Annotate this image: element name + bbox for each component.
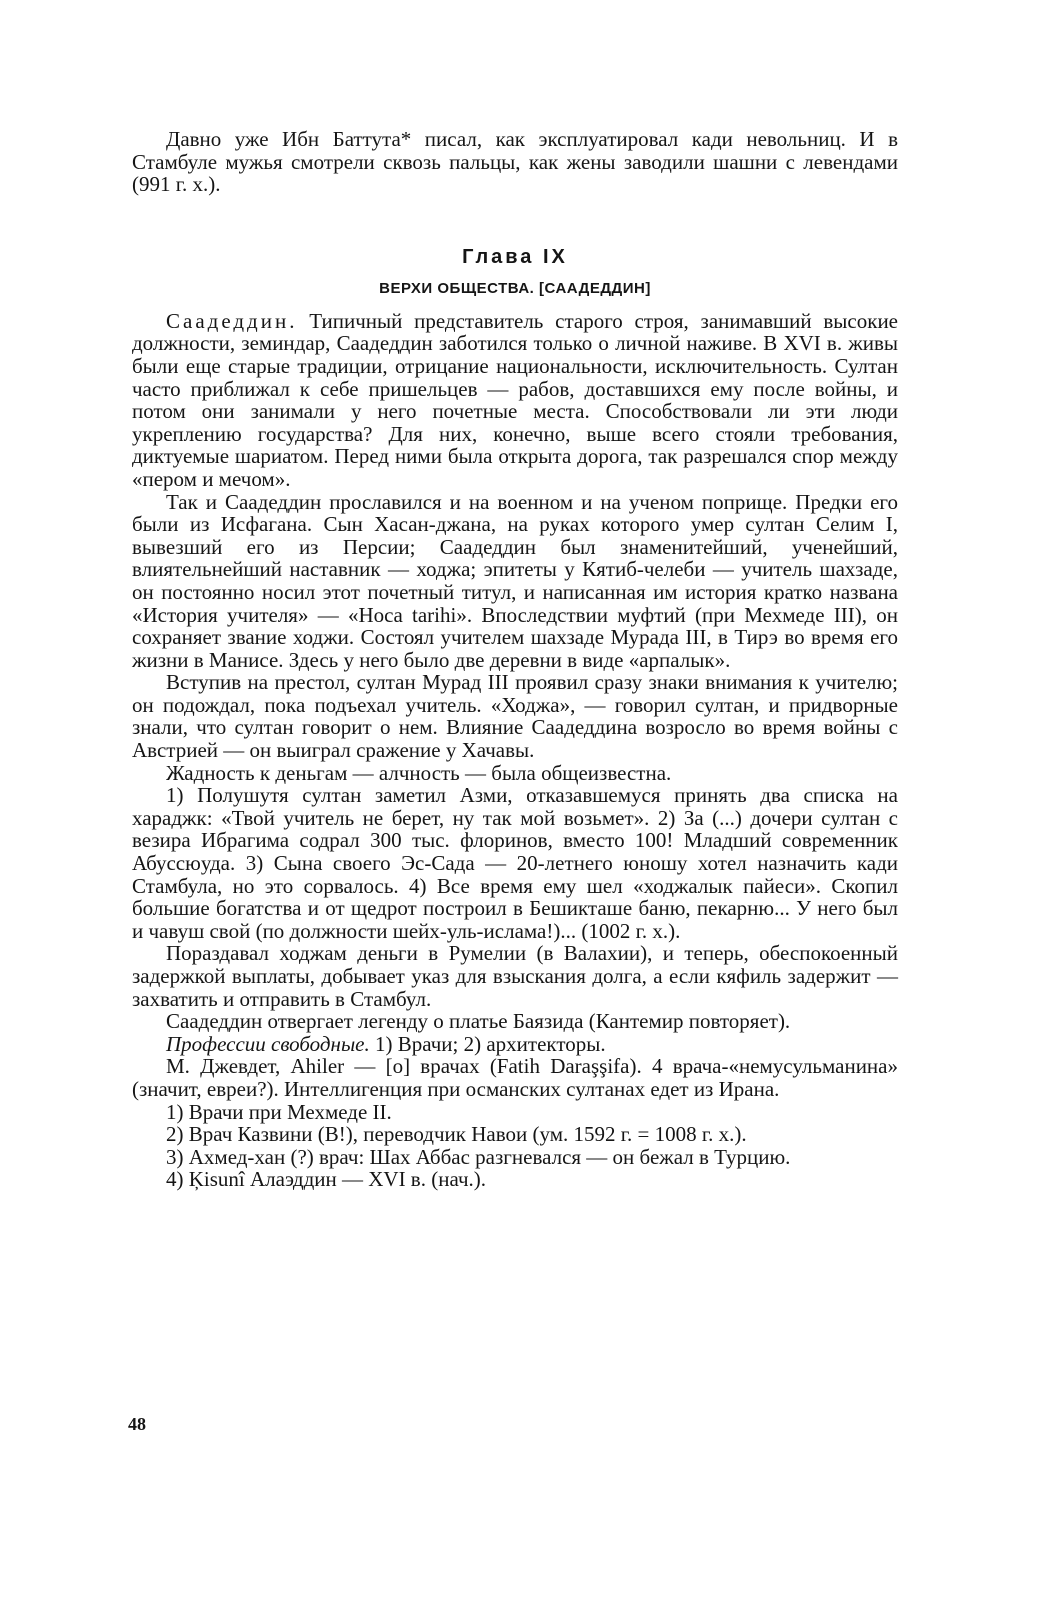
paragraph-text: 1) Врачи; 2) архитекторы. bbox=[369, 1031, 606, 1056]
paragraph-lead: Профессии свободные. bbox=[166, 1031, 370, 1056]
list-item-ahmed-khan: 3) Ахмед-хан (?) врач: Шах Аббас разгневался — он бежал в Турцию. bbox=[166, 1144, 791, 1169]
paragraph-sultan-murad: Вступив на престол, султан Мурад III проявил сразу знаки внимания к учителю; он подождал, пока подъехал учитель. «Ходжа», — говорил султан, и придворные знали, что султан говорит о нем. Влияние Саадеддина возросло во время войны с Австрией — он выиграл сражение у Хачавы. bbox=[132, 670, 898, 763]
paragraph-military-and-scholarly: Так и Саадеддин прославился и на военном и на ученом поприще. Предки его были из Исфагана. Сын Хасан-джана, на руках которого умер султан Селим I, вывезший его из Персии; Саадеддин был знаменитейший, ученейший, влиятельнейший наставник — ходжа; эпитеты у Кятиб-челеби — учитель шахзаде, он постоянно носил этот почетный титул, и написанная им история кратко названа «История учителя» — «Hoca tarihi». Впоследствии муфтий (при Мехмеде III), он сохраняет звание ходжи. Состоял учителем шахзаде Мурада III, в Тирэ во время его жизни в Манисе. Здесь у него было две деревни в виде «арпалык». bbox=[132, 489, 898, 672]
paragraph-money-rumelia: Пораздавал ходжам деньги в Румелии (в Валахии), и теперь, обеспокоенный задержкой выплаты, добывает указ для взыскания долга, а если кяфиль задержит — захватить и отправить в Стамбул. bbox=[132, 941, 898, 1011]
paragraph-greed: Жадность к деньгам — алчность — была общеизвестна. bbox=[166, 760, 672, 785]
paragraph-professions bbox=[132, 1033, 898, 1056]
page-text bbox=[132, 128, 898, 1191]
paragraph-legend: Саадеддин отвергает легенду о платье Баязида (Кантемир повторяет). bbox=[166, 1009, 791, 1034]
list-item-doctor-kazvini: 2) Врач Казвини (В!), переводчик Навои (ум. 1592 г. = 1008 г. х.). bbox=[166, 1122, 747, 1147]
paragraph-cevdet: М. Джевдет, Ahiler — [о] врачах (Fatih Daraşşifa). 4 врача-«немусульманина» (значит, евреи?). Интеллигенция при османских султанах едет из Ирана. bbox=[132, 1054, 898, 1101]
chapter-subtitle: ВЕРХИ ОБЩЕСТВА. [СААДЕДДИН] bbox=[379, 279, 651, 297]
chapter-title: Глава IX bbox=[462, 245, 568, 268]
paragraph-lead: Саадеддин. bbox=[166, 308, 298, 333]
page-number: 48 bbox=[128, 1414, 146, 1434]
intro-paragraph: Давно уже Ибн Баттута* писал, как эксплуатировал кади невольниц. И в Стамбуле мужья смотрели сквозь пальцы, как жены заводили шашни с левендами (991 г. х.). bbox=[132, 127, 898, 197]
list-item-kisuni: 4) Ķisunî Алаэддин — XVI в. (нач.). bbox=[166, 1167, 486, 1192]
paragraph-examples: 1) Полушутя султан заметил Азми, отказавшемуся принять два списка на хараджк: «Твой учитель не берет, ну так мой возьмет». 2) За (...) дочери султан с везира Ибрагима содрал 300 тыс. флоринов, вместо 100! Младший современник Абуссюуда. 3) Сына своего Эс-Сада — 20-летнего юношу хотел назначить кади Стамбула, но это сорвалось. 4) Все время ему шел «ходжалык пайеси». Скопил большие богатства и от щедрот построил в Бешикташе баню, пекарню... У него был и чавуш свой (по должности шейх-уль-ислама!)... (1002 г. х.). bbox=[132, 783, 898, 943]
list-item-doctors-mehmed: 1) Врачи при Мехмеде II. bbox=[166, 1099, 392, 1124]
paragraph-text: Типичный представитель старого строя, занимавший высокие должности, земиндар, Саадеддин заботился только о личной наживе. В XVI в. живы были еще старые традиции, отрицание национальности, исключительность. Султан часто приближал к себе пришельцев — рабов, доставшихся ему после войны, и потом они занимали у него почетные места. Способствовали ли эти люди укреплению государства? Для них, конечно, выше всего стояли требования, диктуемые шариатом. Перед ними была открыта дорога, так разрешался спор между «пером и мечом». bbox=[132, 308, 898, 491]
paragraph-saadeddin bbox=[132, 310, 898, 491]
